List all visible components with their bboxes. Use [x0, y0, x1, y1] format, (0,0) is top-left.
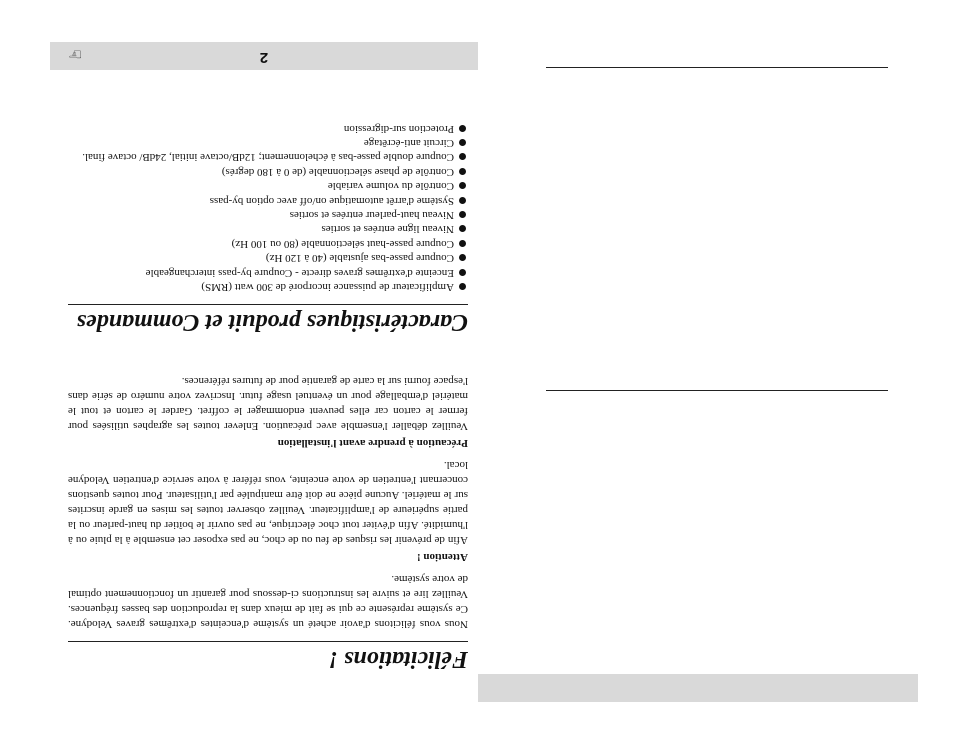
- middle-rule: [546, 390, 888, 391]
- feature-item: Enceinte d'extrêmes graves directe - Coupure by-pass interchangeable: [68, 265, 468, 279]
- right-footer-bar: [478, 674, 918, 702]
- feature-item: Contrôle de phase sélectionnable (de 0 à 180 degrés): [68, 164, 468, 178]
- precaution-heading: Précaution à prendre avant l'installation: [277, 437, 468, 449]
- top-rule: [546, 67, 888, 68]
- pointing-hand-icon: ☞: [68, 45, 83, 62]
- features-list: [68, 121, 468, 294]
- feature-item: Circuit anti-écrêtage: [68, 136, 468, 150]
- page-content: [68, 121, 468, 672]
- section-spacer: [68, 335, 468, 367]
- precaution-paragraph: Veuillez déballer l'ensemble avec précaution. Enlever toutes les agraphes utilisées pour fermer le carton car elles peuvent endommager le coffret. Garder le carton et tout le matériel d'emballage pour un éventuel usage futur. Inscrivez votre numéro de série dans l'espace fourni sur la carte de garantie pour de futures références.: [68, 375, 468, 432]
- feature-item: Contrôle du volume variable: [68, 179, 468, 193]
- left-page: [50, 42, 478, 682]
- feature-item: Protection sur-digression: [68, 121, 468, 135]
- feature-item: Niveau ligne entrées et sorties: [68, 222, 468, 236]
- intro-paragraph: Nous vous félicitons d'avoir acheté un système d'enceintes d'extrêmes graves Velodyne. Ce système représente ce qui se fait de mieux dans la reproduction des basses fréquences. Veuillez lire et suivre les instructions ci-dessous pour garantir un fonctionnement optimal de votre système.: [68, 573, 468, 630]
- attention-paragraph: Afin de prévenir les risques de feu ou de choc, ne pas exposer cet ensemble à la pluie ou à l'humidité. Afin d'éviter tout choc électrique, ne pas ouvrir le boîtier du haut-parleur ou la partie supérieure de l'amplificateur. Veuillez observer toutes les mises en garde inscrites sur le matériel. Aucune pièce ne doit être manipulée par l'utilisateur. Pour toutes questions concernant l'entretien de votre enceinte, vous référer à votre service d'entretien Velodyne local.: [68, 459, 468, 546]
- feature-item: Coupure double passe-bas à échelonnement; 12dB/octave initial, 24dB/ octave final.: [68, 150, 468, 164]
- feature-item: Coupure passe-bas ajustable (40 à 120 Hz): [68, 251, 468, 265]
- features-title: Caractéristiques produit et Commandes: [76, 309, 468, 335]
- footer-bar: [50, 42, 478, 70]
- features-rule: [68, 304, 468, 305]
- page-number: 2: [259, 49, 269, 66]
- right-page: [478, 42, 918, 702]
- feature-item: Niveau haut-parleur entrées et sorties: [68, 208, 468, 222]
- feature-item: Amplificateur de puissance incorporé de 300 watt (RMS): [68, 280, 468, 294]
- title-rule: [68, 641, 468, 642]
- feature-item: Système d'arrêt automatique on/off avec option by-pass: [68, 193, 468, 207]
- congratulations-title: Félicitations !: [328, 646, 468, 672]
- attention-heading: Attention !: [416, 551, 468, 563]
- feature-item: Coupure passe-haut sélectionnable (80 ou 100 Hz): [68, 236, 468, 250]
